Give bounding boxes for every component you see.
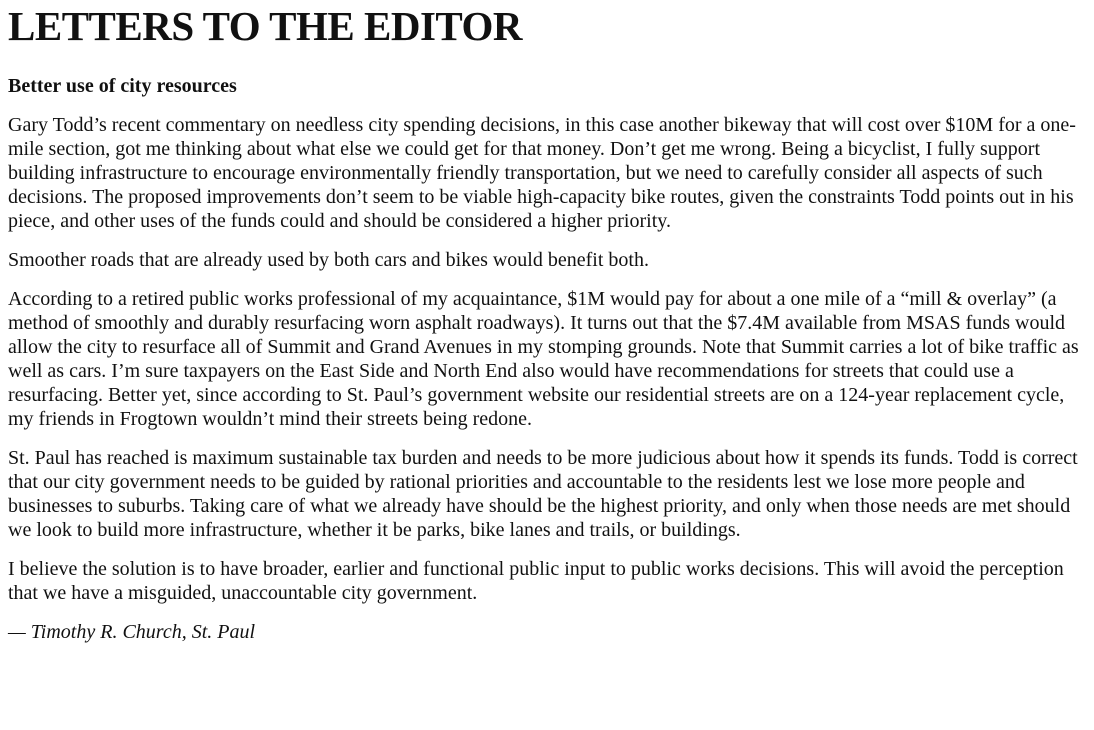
letter-paragraph-2: Smoother roads that are already used by both cars and bikes would benefit both.: [8, 249, 649, 271]
letter-headline: Better use of city resources: [8, 75, 237, 97]
letter-paragraph-5: I believe the solution is to have broader, earlier and functional public input to public works decisions. This will avoid the perception that we have a misguided, unaccountable city government.: [8, 558, 1064, 604]
letter-paragraph-4: St. Paul has reached is maximum sustainable tax burden and needs to be more judicious about how it spends its funds. Todd is correct that our city government needs to be guided by rational priorities and accountable to the residents lest we lose more people and businesses to suburbs. Taking care of what we already have should be the highest priority, and only when those needs are met should we look to build more infrastructure, whether it be parks, bike lanes and trails, or buildings.: [8, 447, 1078, 541]
letter-paragraph-1: Gary Todd’s recent commentary on needless city spending decisions, in this case another bikeway that will cost over $10M for a one-mile section, got me thinking about what else we could get for that money. Don’t get me wrong. Being a bicyclist, I fully support building infrastructure to encourage environmentally friendly transportation, but we need to carefully consider all aspects of such decisions. The proposed improvements don’t seem to be viable high-capacity bike routes, given the constraints Todd points out in his piece, and other uses of the funds could and should be considered a higher priority.: [8, 114, 1076, 232]
letter: [8, 74, 1086, 644]
letter-paragraph-3: According to a retired public works professional of my acquaintance, $1M would pay for about a one mile of a “mill & overlay” (a method of smoothly and durably resurfacing worn asphalt roadways). It turns out that the $7.4M available from MSAS funds would allow the city to resurface all of Summit and Grand Avenues in my stomping grounds. Note that Summit carries a lot of bike traffic as well as cars. I’m sure taxpayers on the East Side and North End also would have recommendations for streets that could use a resurfacing. Better yet, since according to St. Paul’s government website our residential streets are on a 124-year replacement cycle, my friends in Frogtown wouldn’t mind their streets being redone.: [8, 288, 1079, 430]
section-title: LETTERS TO THE EDITOR: [8, 3, 523, 49]
letter-signature: — Timothy R. Church, St. Paul: [8, 621, 256, 643]
